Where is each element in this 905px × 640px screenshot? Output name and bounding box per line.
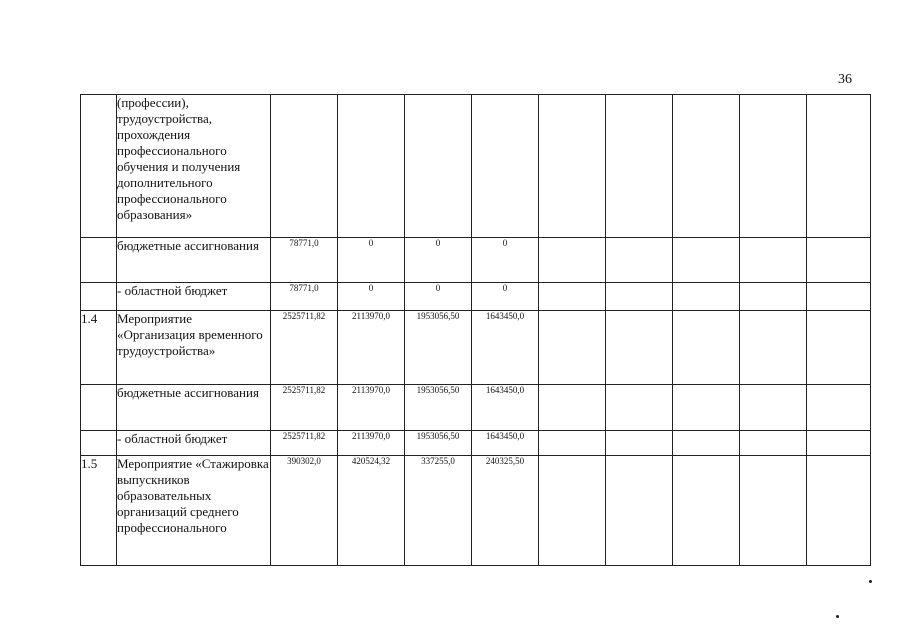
value-cell: 78771,0 — [271, 238, 338, 283]
row-number-cell — [81, 385, 117, 431]
empty-cell — [740, 95, 807, 238]
empty-cell — [807, 385, 871, 431]
value-cell: 2525711,82 — [271, 431, 338, 456]
value-cell: 390302,0 — [271, 456, 338, 566]
scan-speck — [836, 615, 839, 618]
item-name-cell: Мероприятие «Стажировка выпускников образовательных организаций среднего профессионального — [117, 456, 271, 566]
item-name-cell: - областной бюджет — [117, 283, 271, 311]
value-cell: 1643450,0 — [472, 385, 539, 431]
value-cell: 2525711,82 — [271, 311, 338, 385]
value-cell: 1643450,0 — [472, 431, 539, 456]
value-cell: 337255,0 — [405, 456, 472, 566]
item-name-cell: (профессии), трудоустройства, прохождения профессионального обучения и получения дополнительного профессионального образования» — [117, 95, 271, 238]
value-cell: 78771,0 — [271, 283, 338, 311]
value-cell: 0 — [338, 283, 405, 311]
value-cell: 1953056,50 — [405, 431, 472, 456]
row-number-cell — [81, 283, 117, 311]
empty-cell — [740, 456, 807, 566]
empty-cell — [673, 283, 740, 311]
item-name-cell: - областной бюджет — [117, 431, 271, 456]
value-cell: 2113970,0 — [338, 385, 405, 431]
value-cell: 0 — [472, 283, 539, 311]
row-number-cell: 1.5 — [81, 456, 117, 566]
table-row — [81, 311, 871, 385]
empty-cell — [539, 456, 606, 566]
empty-cell — [673, 431, 740, 456]
empty-cell — [807, 238, 871, 283]
empty-cell — [539, 431, 606, 456]
value-cell — [271, 95, 338, 238]
empty-cell — [539, 311, 606, 385]
table-row — [81, 431, 871, 456]
value-cell: 0 — [472, 238, 539, 283]
empty-cell — [740, 385, 807, 431]
value-cell: 1643450,0 — [472, 311, 539, 385]
empty-cell — [807, 311, 871, 385]
item-name-cell: бюджетные ассигнования — [117, 238, 271, 283]
table-row — [81, 385, 871, 431]
empty-cell — [606, 311, 673, 385]
value-cell — [338, 95, 405, 238]
budget-table — [80, 94, 871, 566]
table-row — [81, 95, 871, 238]
empty-cell — [606, 238, 673, 283]
table-row — [81, 238, 871, 283]
item-name-cell: Мероприятие «Организация временного трудоустройства» — [117, 311, 271, 385]
value-cell: 1953056,50 — [405, 311, 472, 385]
empty-cell — [673, 95, 740, 238]
value-cell: 240325,50 — [472, 456, 539, 566]
table-row — [81, 456, 871, 566]
empty-cell — [673, 456, 740, 566]
table-row — [81, 283, 871, 311]
empty-cell — [740, 311, 807, 385]
scan-speck — [869, 580, 872, 583]
item-name-cell: бюджетные ассигнования — [117, 385, 271, 431]
empty-cell — [539, 283, 606, 311]
empty-cell — [606, 95, 673, 238]
value-cell — [472, 95, 539, 238]
value-cell: 1953056,50 — [405, 385, 472, 431]
empty-cell — [740, 283, 807, 311]
empty-cell — [673, 385, 740, 431]
empty-cell — [807, 431, 871, 456]
row-number-cell — [81, 431, 117, 456]
value-cell: 2113970,0 — [338, 311, 405, 385]
empty-cell — [539, 238, 606, 283]
empty-cell — [807, 95, 871, 238]
value-cell — [405, 95, 472, 238]
row-number-cell — [81, 95, 117, 238]
empty-cell — [807, 456, 871, 566]
empty-cell — [673, 311, 740, 385]
value-cell: 2113970,0 — [338, 431, 405, 456]
empty-cell — [606, 283, 673, 311]
empty-cell — [539, 95, 606, 238]
empty-cell — [807, 283, 871, 311]
value-cell: 2525711,82 — [271, 385, 338, 431]
page-number: 36 — [838, 72, 852, 87]
empty-cell — [539, 385, 606, 431]
value-cell: 420524,32 — [338, 456, 405, 566]
row-number-cell: 1.4 — [81, 311, 117, 385]
empty-cell — [740, 238, 807, 283]
value-cell: 0 — [405, 283, 472, 311]
empty-cell — [673, 238, 740, 283]
empty-cell — [740, 431, 807, 456]
value-cell: 0 — [405, 238, 472, 283]
empty-cell — [606, 431, 673, 456]
row-number-cell — [81, 238, 117, 283]
empty-cell — [606, 385, 673, 431]
empty-cell — [606, 456, 673, 566]
value-cell: 0 — [338, 238, 405, 283]
